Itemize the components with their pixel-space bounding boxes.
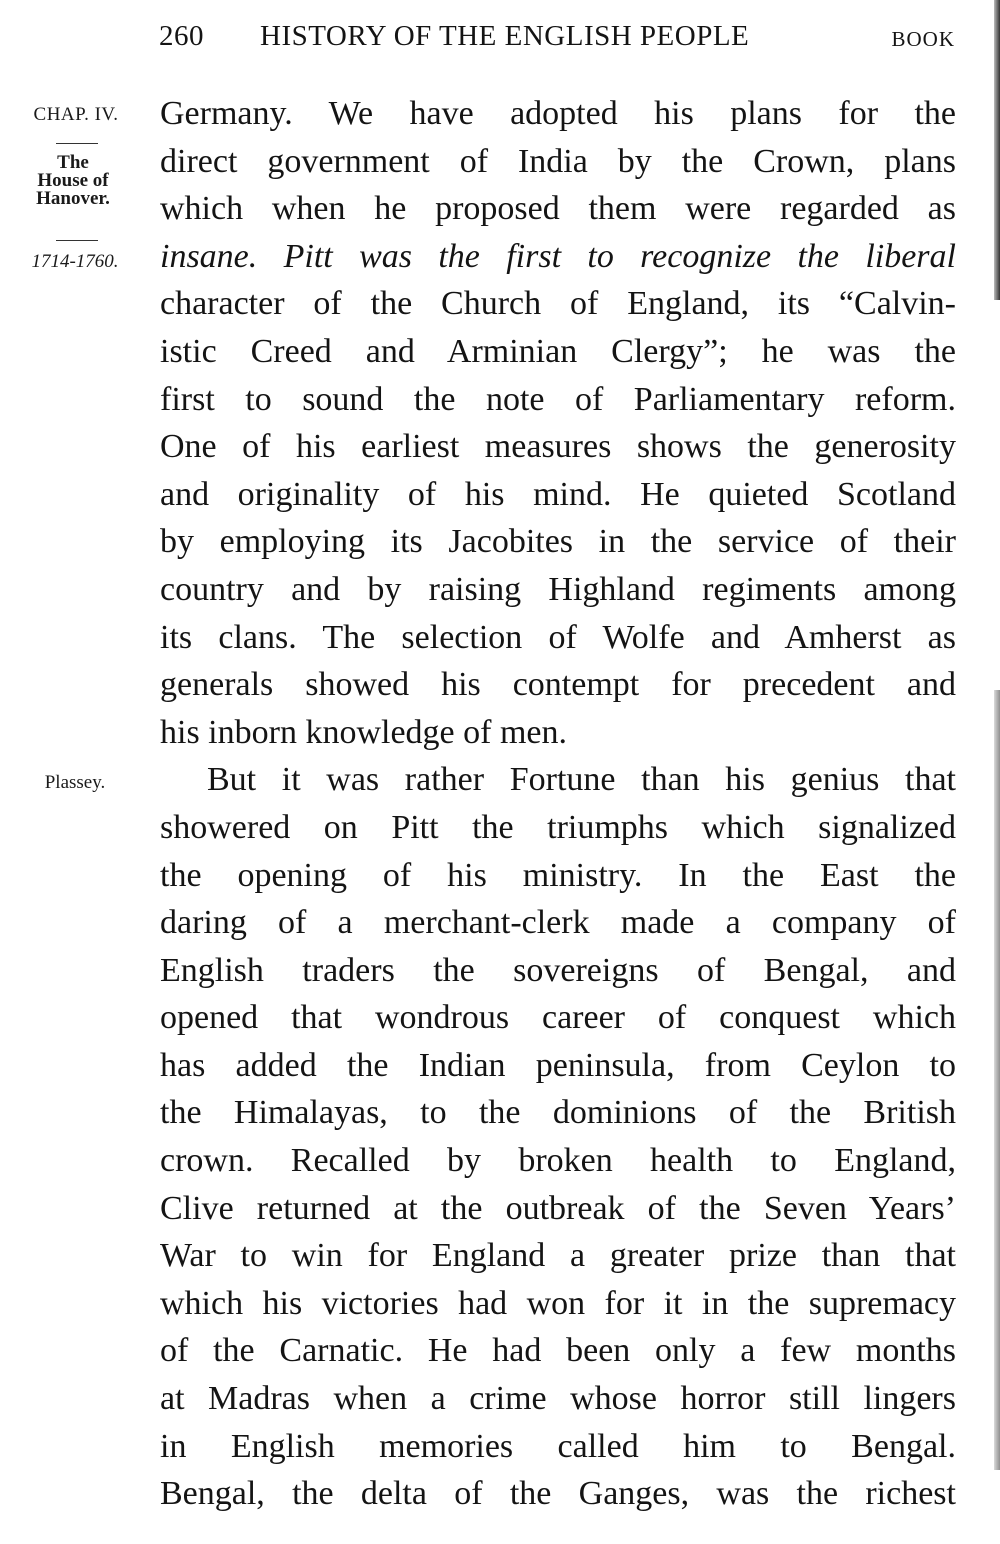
- text-line: generals showed his contempt for precedent and: [160, 666, 956, 704]
- text-line: Clive returned at the outbreak of the Seven Years’: [160, 1189, 956, 1227]
- side-note-house-line2: House of: [37, 170, 109, 191]
- paragraph-2: [160, 756, 956, 1518]
- text-line: and originality of his mind. He quieted Scotland: [160, 475, 956, 513]
- running-book-label: BOOK: [891, 27, 955, 51]
- text-line: One of his earliest measures shows the generosity: [160, 428, 956, 466]
- text-line: first to sound the note of Parliamentary reform.: [160, 380, 956, 418]
- text-line: daring of a merchant-clerk made a company of: [160, 904, 956, 942]
- scan-edge-bottom: [994, 690, 1000, 1470]
- text-line: the opening of his ministry. In the East the: [160, 856, 956, 894]
- side-note-house-line3: Hanover.: [36, 188, 110, 209]
- side-note-rule: [56, 143, 98, 144]
- text-line: which his victories had won for it in the supremacy: [160, 1284, 956, 1322]
- text-line: showered on Pitt the triumphs which signalized: [160, 808, 956, 846]
- text-line: crown. Recalled by broken health to England,: [160, 1142, 956, 1180]
- side-note-dates: 1714-1760.: [31, 251, 119, 272]
- running-head: [155, 20, 955, 60]
- text-line: the Himalayas, to the dominions of the British: [160, 1094, 956, 1132]
- text-line: of the Carnatic. He had been only a few months: [160, 1332, 956, 1370]
- text-line: character of the Church of England, its “Calvin-: [160, 285, 956, 323]
- text-line: his inborn knowledge of men.: [160, 713, 567, 751]
- text-line: War to win for England a greater prize than that: [160, 1237, 956, 1275]
- text-line: direct government of India by the Crown, plans: [160, 142, 956, 180]
- text-line: country and by raising Highland regiments among: [160, 570, 956, 608]
- text-line: Germany. We have adopted his plans for the: [160, 95, 956, 132]
- side-note-rule: [56, 240, 98, 241]
- text-line: istic Creed and Arminian Clergy”; he was the: [160, 332, 956, 370]
- text-line: English traders the sovereigns of Bengal, and: [160, 951, 956, 989]
- text-line: Bengal, the delta of the Ganges, was the richest: [160, 1475, 956, 1513]
- text-line: insane. Pitt was the first to recognize the liberal: [160, 237, 956, 275]
- scan-edge-top: [994, 0, 1000, 300]
- text-line: at Madras when a crime whose horror still lingers: [160, 1380, 956, 1418]
- running-title: HISTORY OF THE ENGLISH PEOPLE: [260, 20, 750, 52]
- text-line: But it was rather Fortune than his genius that: [207, 761, 956, 799]
- text-line: has added the Indian peninsula, from Ceylon to: [160, 1046, 956, 1084]
- side-note-plassey: Plassey.: [44, 772, 106, 793]
- text-line: its clans. The selection of Wolfe and Amherst as: [160, 618, 956, 656]
- text-line: which when he proposed them were regarded as: [160, 190, 956, 228]
- side-note-house-line1: The: [57, 152, 89, 173]
- side-note-house: [16, 154, 130, 208]
- text-line: by employing its Jacobites in the service of their: [160, 523, 956, 561]
- page-number: 260: [159, 20, 204, 52]
- text-line: in English memories called him to Bengal.: [160, 1427, 956, 1465]
- side-note-chapter: CHAP. IV.: [33, 104, 119, 125]
- paragraph-1: [160, 90, 956, 756]
- body-text: [160, 90, 956, 1518]
- text-line: opened that wondrous career of conquest which: [160, 999, 956, 1037]
